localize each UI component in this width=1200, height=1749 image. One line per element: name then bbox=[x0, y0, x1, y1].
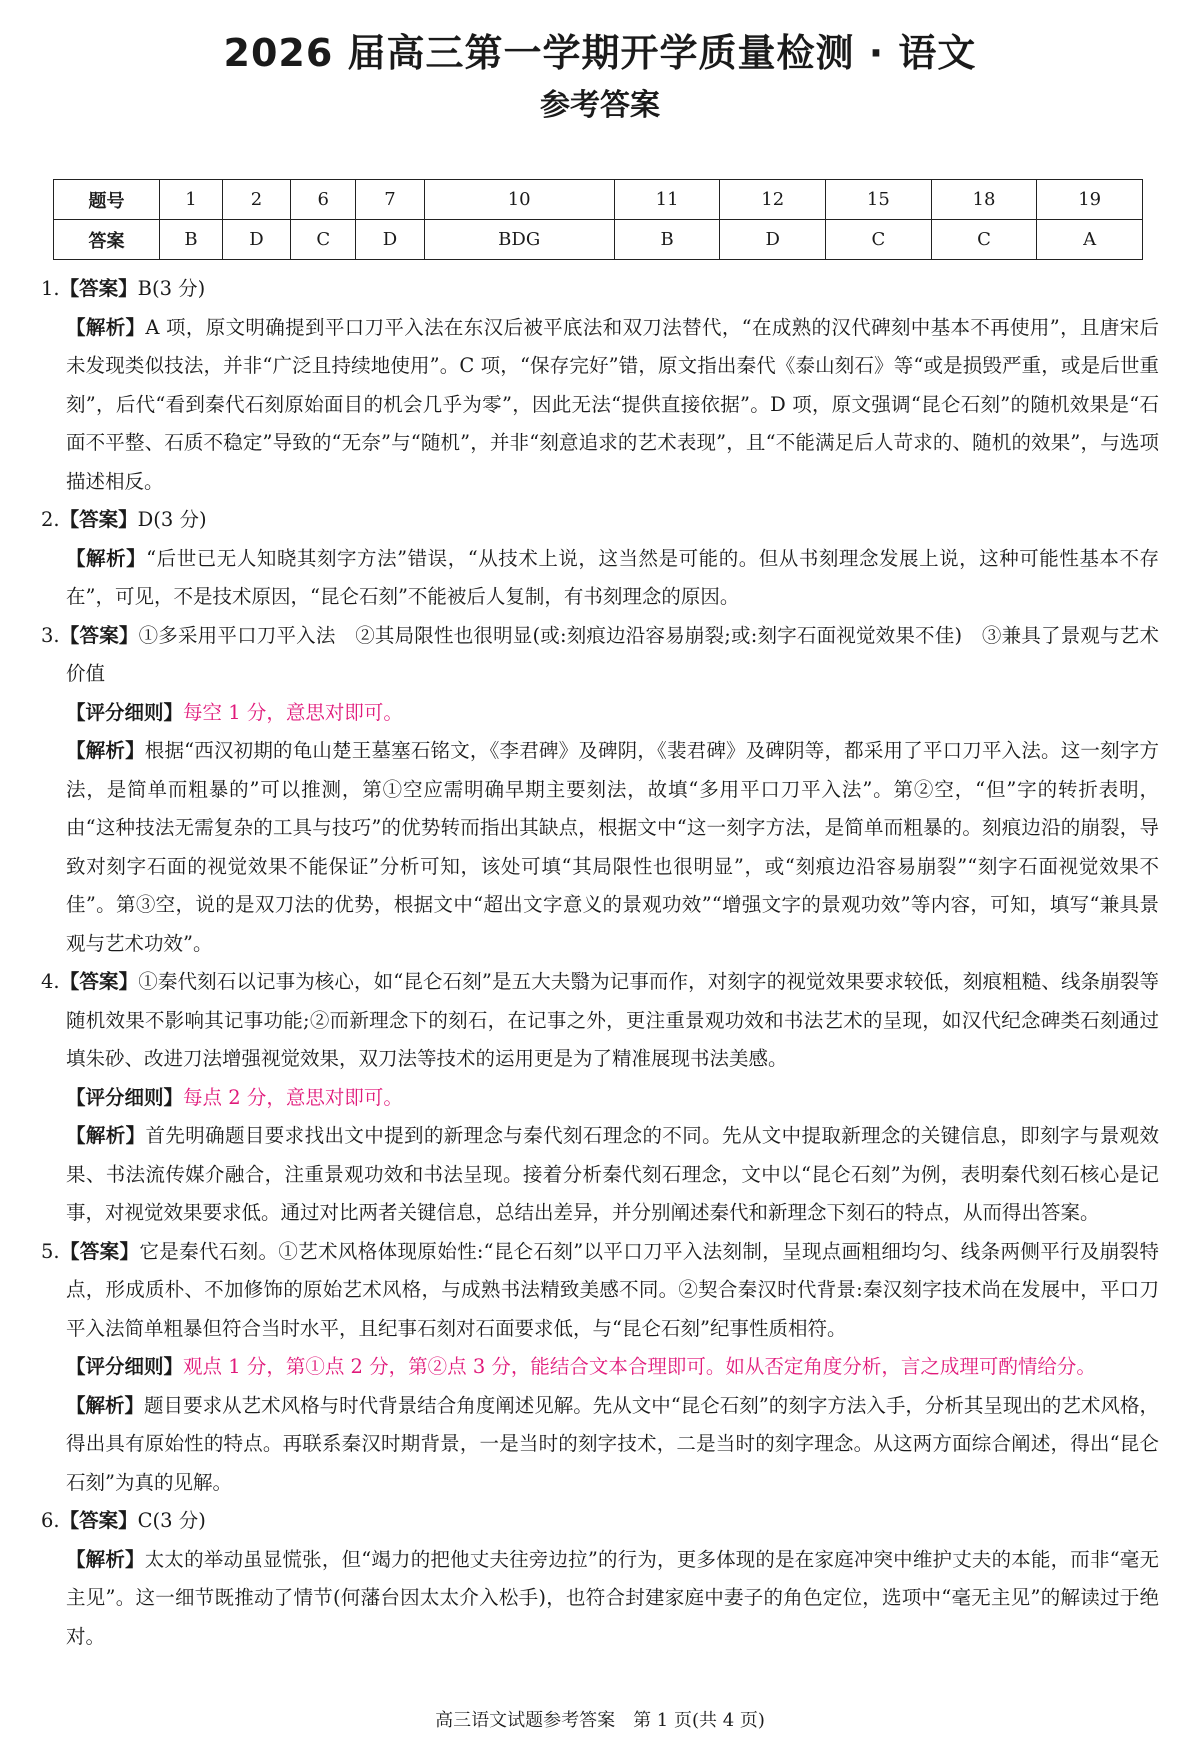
analysis-text: 根据“西汉初期的龟山楚王墓塞石铭文，《李君碑》及碑阴，《裴君碑》及碑阴等，都采用了平口刀平入法。这一刻字方法，是简单而粗暴的”可以推测，第①空应需明确早期主要刻法，故填“多用平口刀平入法”。第②空，“但”字的转折表明，由“这种技法无需复杂的工具与技巧”的优势转而指出其缺点，根据文中“这一刻字方法，是简单而粗暴的。刻痕边沿的崩裂，导致对刻字石面的视觉效果不能保证”分析可知，该处可填“其局限性也很明显”，或“刻痕边沿容易崩裂”“刻字石面视觉效果不佳”。第③空，说的是双刀法的优势，根据文中“超出文字意义的景观功效”“增强文字的景观功效”等内容，可知，填写“兼具景观与艺术功效”。 bbox=[66, 739, 1159, 955]
answer-label: 【答案】 bbox=[59, 1509, 138, 1532]
analysis-label: 【解析】 bbox=[66, 1393, 145, 1417]
analysis-text: 题目要求从艺术风格与时代背景结合角度阐述见解。先从文中“昆仑石刻”的刻字方法入手，分析其呈现出的艺术风格，得出具有原始性的特点。再联系秦汉时期背景，一是当时的刻字技术，二是当时的刻字理念。从这两方面综合阐述，得出“昆仑石刻”为真的见解。 bbox=[66, 1393, 1159, 1494]
answer-line bbox=[41, 1502, 1159, 1541]
answer-text: ①秦代刻石以记事为核心，如“昆仑石刻”是五大夫翳为记事而作，对刻字的视觉效果要求较低，刻痕粗糙、线条崩裂等随机效果不影响其记事功能;②而新理念下的刻石，在记事之外，更注重景观功效和书法艺术的呈现，如汉代纪念碑类石刻通过填朱砂、改进刀法增强视觉效果，双刀法等技术的运用更是为了精准展现书法美感。 bbox=[66, 970, 1159, 1070]
analysis-paragraph bbox=[41, 1117, 1159, 1233]
answer-label: 【答案】 bbox=[59, 277, 138, 300]
answer-table bbox=[53, 179, 1143, 260]
answer-text: B(3 分) bbox=[137, 277, 206, 300]
answer-line bbox=[41, 501, 1159, 540]
scoring-paragraph bbox=[41, 1079, 1159, 1118]
table-cell: A bbox=[1037, 220, 1143, 260]
item-number: 3. bbox=[41, 623, 60, 647]
answer-content bbox=[41, 270, 1159, 1656]
table-cell: D bbox=[222, 220, 290, 260]
analysis-text: 首先明确题目要求找出文中提到的新理念与秦代刻石理念的不同。先从文中提取新理念的关键信息，即刻字与景观效果、书法流传媒介融合，注重景观功效和书法呈现。接着分析秦代刻石理念，文中以“昆仑石刻”为例，表明秦代刻石核心是记事，对视觉效果要求低。通过对比两者关键信息，总结出差异，并分别阐述秦代和新理念下刻石的特点，从而得出答案。 bbox=[66, 1124, 1159, 1224]
table-cell: B bbox=[614, 220, 720, 260]
answer-label: 【答案】 bbox=[59, 970, 139, 993]
scoring-label: 【评分细则】 bbox=[66, 700, 184, 724]
answer-line bbox=[41, 270, 1159, 309]
item-number: 6. bbox=[41, 1509, 60, 1532]
analysis-label: 【解析】 bbox=[66, 1547, 145, 1571]
table-cell: D bbox=[720, 220, 826, 260]
table-cell: 19 bbox=[1037, 180, 1143, 220]
item-number: 2. bbox=[41, 508, 60, 531]
table-cell: D bbox=[356, 220, 424, 260]
table-cell: 10 bbox=[424, 180, 614, 220]
table-cell: C bbox=[826, 220, 932, 260]
table-cell: 12 bbox=[720, 180, 826, 220]
answer-label: 【答案】 bbox=[59, 1239, 140, 1263]
answer-line bbox=[41, 963, 1159, 1079]
scoring-text: 每点 2 分，意思对即可。 bbox=[183, 1085, 403, 1109]
page-title: 2026 届高三第一学期开学质量检测 · 语文 bbox=[223, 31, 977, 75]
table-cell: C bbox=[291, 220, 356, 260]
item-number: 4. bbox=[41, 970, 60, 993]
page-subtitle: 参考答案 bbox=[540, 88, 660, 123]
analysis-paragraph bbox=[41, 309, 1159, 502]
analysis-paragraph bbox=[41, 732, 1159, 963]
answer-line bbox=[41, 1233, 1159, 1349]
item-number: 1. bbox=[41, 277, 60, 300]
answer-text: ①多采用平口刀平入法 ②其局限性也很明显(或:刻痕边沿容易崩裂;或:刻字石面视觉效果不佳) ③兼具了景观与艺术价值 bbox=[66, 623, 1159, 685]
analysis-text: “后世已无人知晓其刻字方法”错误，“从技术上说，这当然是可能的。但从书刻理念发展上说，这种可能性基本不存在”，可见，不是技术原因，“昆仑石刻”不能被后人复制，有书刻理念的原因。 bbox=[66, 546, 1159, 608]
table-cell: B bbox=[160, 220, 223, 260]
page-footer: 高三语文试题参考答案 第 1 页(共 4 页) bbox=[435, 1710, 765, 1731]
table-cell: 15 bbox=[826, 180, 932, 220]
table-header-answer: 答案 bbox=[54, 220, 160, 260]
item-number: 5. bbox=[41, 1239, 60, 1263]
analysis-label: 【解析】 bbox=[66, 315, 146, 339]
scoring-label: 【评分细则】 bbox=[66, 1085, 184, 1109]
table-cell: BDG bbox=[424, 220, 614, 260]
scoring-paragraph bbox=[41, 694, 1159, 733]
answer-text: D(3 分) bbox=[137, 508, 207, 531]
scoring-text: 每空 1 分，意思对即可。 bbox=[183, 700, 403, 724]
scoring-text: 观点 1 分，第①点 2 分，第②点 3 分，能结合文本合理即可。如从否定角度分析，言之成理可酌情给分。 bbox=[183, 1355, 1096, 1378]
table-cell: 1 bbox=[160, 180, 223, 220]
scoring-label: 【评分细则】 bbox=[66, 1355, 184, 1378]
analysis-text: 太太的举动虽显慌张，但“竭力的把他丈夫往旁边拉”的行为，更多体现的是在家庭冲突中维护丈夫的本能，而非“毫无主见”。这一细节既推动了情节(何藩台因太太介入松手)，也符合封建家庭中妻子的角色定位，选项中“毫无主见”的解读过于绝对。 bbox=[66, 1547, 1159, 1648]
analysis-label: 【解析】 bbox=[66, 739, 145, 762]
table-cell: 2 bbox=[222, 180, 290, 220]
analysis-paragraph bbox=[41, 1387, 1159, 1503]
analysis-paragraph bbox=[41, 1541, 1159, 1657]
answer-label: 【答案】 bbox=[59, 623, 139, 647]
analysis-label: 【解析】 bbox=[66, 546, 147, 570]
scoring-paragraph bbox=[41, 1348, 1159, 1387]
table-cell: 6 bbox=[291, 180, 356, 220]
answer-label: 【答案】 bbox=[59, 508, 138, 531]
answer-line bbox=[41, 617, 1159, 694]
table-row-numbers bbox=[54, 180, 1143, 220]
table-header-question-number: 题号 bbox=[54, 180, 160, 220]
answer-text: C(3 分) bbox=[137, 1509, 206, 1532]
analysis-label: 【解析】 bbox=[66, 1124, 146, 1147]
table-cell: C bbox=[931, 220, 1037, 260]
table-row-answers bbox=[54, 220, 1143, 260]
table-cell: 18 bbox=[931, 180, 1037, 220]
analysis-text: A 项，原文明确提到平口刀平入法在东汉后被平底法和双刀法替代，“在成熟的汉代碑刻中基本不再使用”，且唐宋后未发现类似技法，并非“广泛且持续地使用”。C 项，“保存完好”错，原文指出秦代《泰山刻石》等“或是损毁严重，或是后世重刻”，后代“看到秦代石刻原始面目的机会几乎为零”，因此无法“提供直接依据”。D 项，原文强调“昆仑石刻”的随机效果是“石面不平整、石质不稳定”导致的“无奈”与“随机”，并非“刻意追求的艺术表现”，且“不能满足后人苛求的、随机的效果”，与选项描述相反。 bbox=[66, 315, 1159, 493]
table-cell: 11 bbox=[614, 180, 720, 220]
table-cell: 7 bbox=[356, 180, 424, 220]
answer-text: 它是秦代石刻。①艺术风格体现原始性:“昆仑石刻”以平口刀平入法刻制，呈现点画粗细均匀、线条两侧平行及崩裂特点，形成质朴、不加修饰的原始艺术风格，与成熟书法精致美感不同。②契合秦汉时代背景:秦汉刻字技术尚在发展中，平口刀平入法简单粗暴但符合当时水平，且纪事石刻对石面要求低，与“昆仑石刻”纪事性质相符。 bbox=[66, 1239, 1159, 1340]
analysis-paragraph bbox=[41, 540, 1159, 617]
